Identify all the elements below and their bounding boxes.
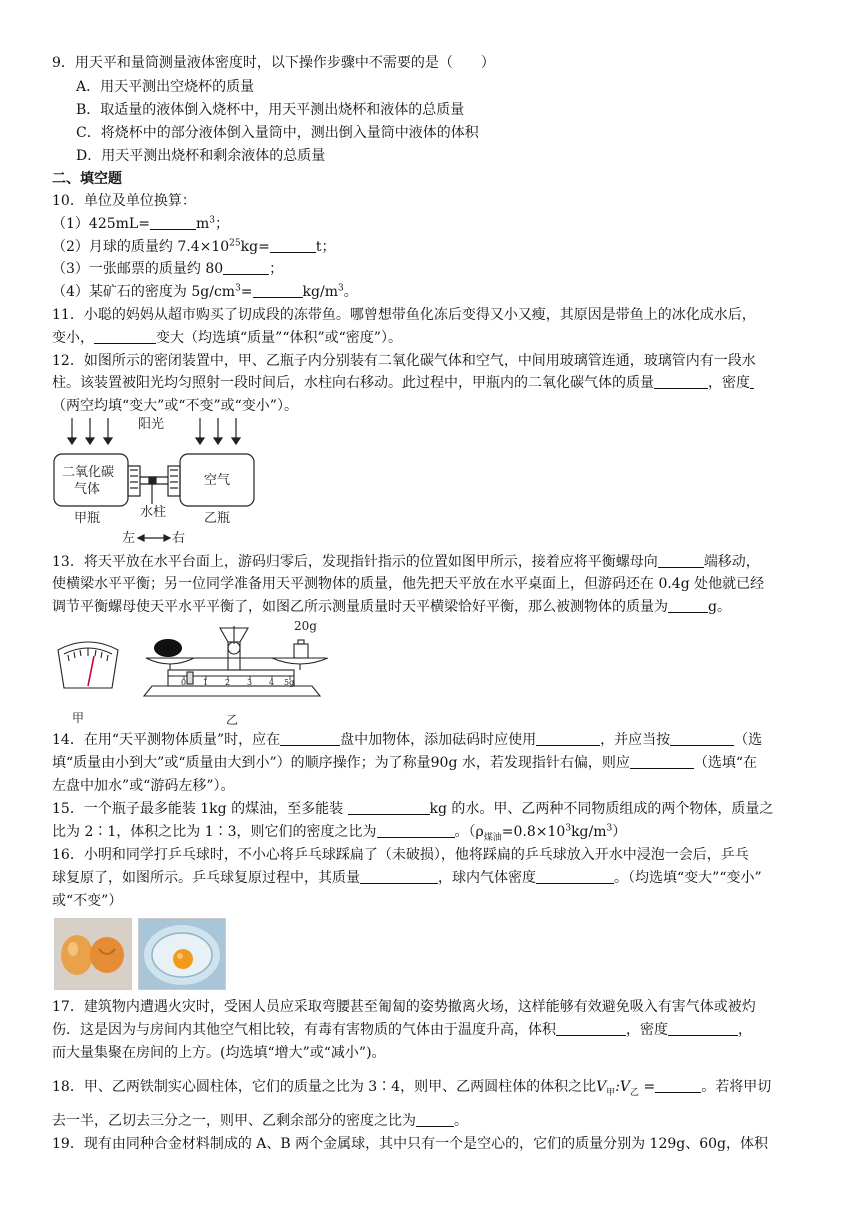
- section-title: 二、填空题: [52, 171, 122, 187]
- bottle-jia-label: 甲瓶: [74, 511, 101, 526]
- q10-part2: （2）月球的质量约 $7.4\times 10^{25}kg= t$；: [52, 238, 336, 255]
- q14-line3: 左盘中加水”或“游码左移”）。: [52, 778, 235, 794]
- svg-text:2: 2: [225, 678, 231, 687]
- svg-text:0: 0: [181, 678, 187, 687]
- q13-line1: 13．将天平放在水平台面上，游码归零后，发现指针指示的位置如图甲所示，接着应将平衡螺母向 端移动，: [52, 554, 760, 570]
- q11-line1: 11．小聪的妈妈从超市购买了切成段的冻带鱼。哪曾想带鱼化冻后变得又小又瘦，其原因是带鱼上的冰化成水后，: [52, 307, 756, 323]
- squashed-ball-photo: [54, 918, 132, 990]
- co2-label-line2: 气体: [74, 482, 101, 497]
- q16-line2: 球复原了，如图所示。乒乓球复原过程中，其质量 ，球内气体密度 。（均选填“变大”“变小”: [52, 870, 762, 886]
- q18-line1: 18．甲、乙两铁制实心圆柱体，它们的质量之比为 3∶4，则甲、乙两圆柱体的体积之比$V_甲:V_乙$ = 。若将甲切: [52, 1079, 772, 1098]
- ball-in-water-photo: [138, 918, 226, 990]
- q14-line2: 填“质量由小到大”或“质量由大到小”）的顺序操作；为了称量90g 水，若发现指针右偏，则应 （选填“在: [52, 755, 758, 771]
- q17-line3: 而大量集聚在房间的上方。(均选填“增大”或“减小”)。: [52, 1045, 386, 1061]
- q19-line1: 19．现有由同种合金材料制成的 A、B 两个金属球，其中只有一个是空心的，它们的质量分别为 129g、60g，体积: [52, 1136, 769, 1152]
- q17-line1: 17．建筑物内遭遇火灾时，受困人员应采取弯腰甚至匍匐的姿势撤离火场，这样能够有效避免吸入有害气体或被灼: [52, 999, 756, 1015]
- water-column-label: 水柱: [140, 505, 167, 520]
- svg-text:5g: 5g: [284, 678, 295, 687]
- q9-option-d: D．用天平测出烧杯和剩余液体的总质量: [76, 148, 326, 164]
- q10-stem: 10．单位及单位换算：: [52, 193, 196, 209]
- q9-option-a: A．用天平测出空烧杯的质量: [76, 79, 255, 95]
- q14-line1: 14．在用“天平测物体质量”时，应在 盘中加物体，添加砝码时应使用 ，并应当按 （选: [52, 732, 763, 748]
- q16-line3: 或“不变”）: [52, 893, 123, 909]
- q16-line1: 16．小明和同学打乒乓球时，不小心将乒乓球踩扁了（未破损），他将踩扁的乒乓球放入开水中浸泡一会后，乒乓: [52, 847, 749, 863]
- bottle-yi-label: 乙瓶: [204, 511, 231, 526]
- q10-part1: $(1)425mL= m^3$；: [52, 215, 229, 232]
- q12-line3: （两空均填“变大”或“不变”或“变小”）。: [52, 398, 298, 414]
- q12-figure: [50, 414, 270, 550]
- q11-line2: 变小， 变大（均选填“质量”“体积”或“密度”）。: [52, 330, 402, 346]
- q10-part4: （4）某矿石的密度为 $5g/cm^3= kg/m^3$。: [52, 283, 358, 300]
- q12-line1: 12．如图所示的密闭装置中，甲、乙瓶子内分别装有二氧化碳气体和空气，中间用玻璃管连通，玻璃管内有一段水: [52, 353, 756, 369]
- q18-line2: 去一半，乙切去三分之一，则甲、乙剩余部分的密度之比为 。: [52, 1113, 468, 1129]
- q15-line2: 比为 2∶1，体积之比为 1∶3，则它们的密度之比为 。$(\rho_{煤油}=0.8\times 10^3kg/m^3)$: [52, 823, 627, 843]
- sun-label: 阳光: [138, 417, 165, 432]
- q17-line2: 伤．这是因为与房间内其他空气相比较，有毒有害物质的气体由于温度升高，体积 ，密度 ，: [52, 1022, 752, 1038]
- q10-part3: （3）一张邮票的质量约 80 ；: [52, 261, 284, 277]
- svg-text:1: 1: [203, 678, 209, 687]
- right-label: 右: [172, 531, 186, 546]
- measured-object: [154, 639, 182, 657]
- co2-label-line1: 二氧化碳: [62, 465, 115, 480]
- air-label: 空气: [204, 473, 231, 488]
- q9-option-c: C．将烧杯中的部分液体倒入量筒中，测出倒入量筒中液体的体积: [76, 125, 479, 141]
- q13-line2: 使横梁水平平衡；另一位同学准备用天平测物体的质量，他先把天平放在水平桌面上，但游码还在 0.4g 处他就已经: [52, 576, 765, 592]
- svg-text:4: 4: [269, 678, 275, 687]
- q15-line1: 15．一个瓶子最多能装 1kg 的煤油，至多能装 kg 的水。甲、乙两种不同物质组成的两个物体，质量之: [52, 801, 774, 817]
- left-label: 左: [122, 531, 136, 546]
- q9-stem: 9．用天平和量筒测量液体密度时，以下操作步骤中不需要的是（ ）: [52, 55, 495, 71]
- fig-jia-label: 甲: [72, 711, 85, 725]
- svg-text:3: 3: [247, 678, 253, 687]
- fig-yi-label: 乙: [226, 713, 239, 727]
- q13-figure: [50, 614, 350, 728]
- q9-option-b: B．取适量的液体倒入烧杯中，用天平测出烧杯和液体的总质量: [76, 102, 465, 118]
- weight-label: 20g: [294, 619, 317, 633]
- q13-line3: 调节平衡螺母使天平水平平衡了，如图乙所示测量质量时天平横梁恰好平衡，那么被测物体的质量为 g。: [52, 599, 731, 615]
- q12-line2: 柱。该装置被阳光均匀照射一段时间后，水柱向右移动。此过程中，甲瓶内的二氧化碳气体的质量 ，密度: [52, 373, 822, 393]
